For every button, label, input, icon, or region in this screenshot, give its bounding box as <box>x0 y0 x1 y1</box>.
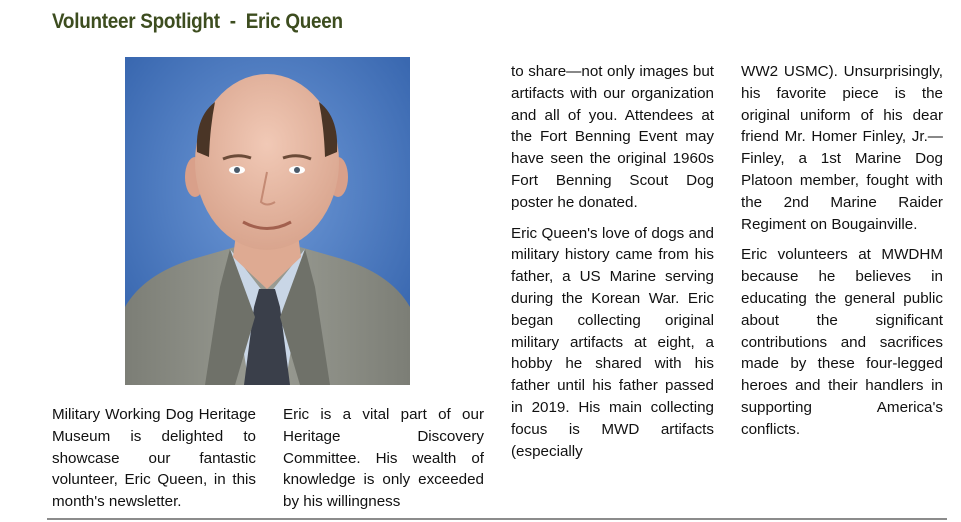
paragraph: Military Working Dog Heritage Museum is delighted to showcase our fantastic volunteer, Eric Queen, in this month's newsletter. <box>52 406 256 511</box>
footer-divider <box>47 518 947 520</box>
article-column-3 <box>511 61 714 471</box>
article-column-2 <box>283 404 484 522</box>
portrait-photo <box>125 57 410 385</box>
paragraph: Eric is a vital part of our Heritage Discovery Committee. His wealth of knowledge is only exceeded by his willingness <box>283 406 484 511</box>
article-column-1 <box>52 404 256 522</box>
page-title: Volunteer Spotlight - Eric Queen <box>52 10 343 33</box>
article-column-4 <box>741 61 943 450</box>
paragraph: WW2 USMC). Unsurprisingly, his favorite piece is the original uniform of his dear friend Mr. Homer Finley, Jr.—Finley, a 1st Marine Dog Platoon member, fought with the 2nd Marine Raider Regiment on Bougainville. <box>741 63 943 233</box>
paragraph: to share—not only images but artifacts with our organization and all of you. Attendees at the Fort Benning Event may have seen the original 1960s Fort Benning Scout Dog poster he donated. <box>511 63 714 211</box>
paragraph: Eric Queen's love of dogs and military history came from his father, a US Marine serving during the Korean War. Eric began collecting original military artifacts at eight, a hobby he shared with his father until his father passed in 2019. His main collecting focus is MWD artifacts (especially <box>511 224 714 460</box>
paragraph: Eric volunteers at MWDHM because he believes in educating the general public about the significant contributions and sacrifices made by these four-legged heroes and their handlers in supporting America's conflicts. <box>741 246 943 438</box>
